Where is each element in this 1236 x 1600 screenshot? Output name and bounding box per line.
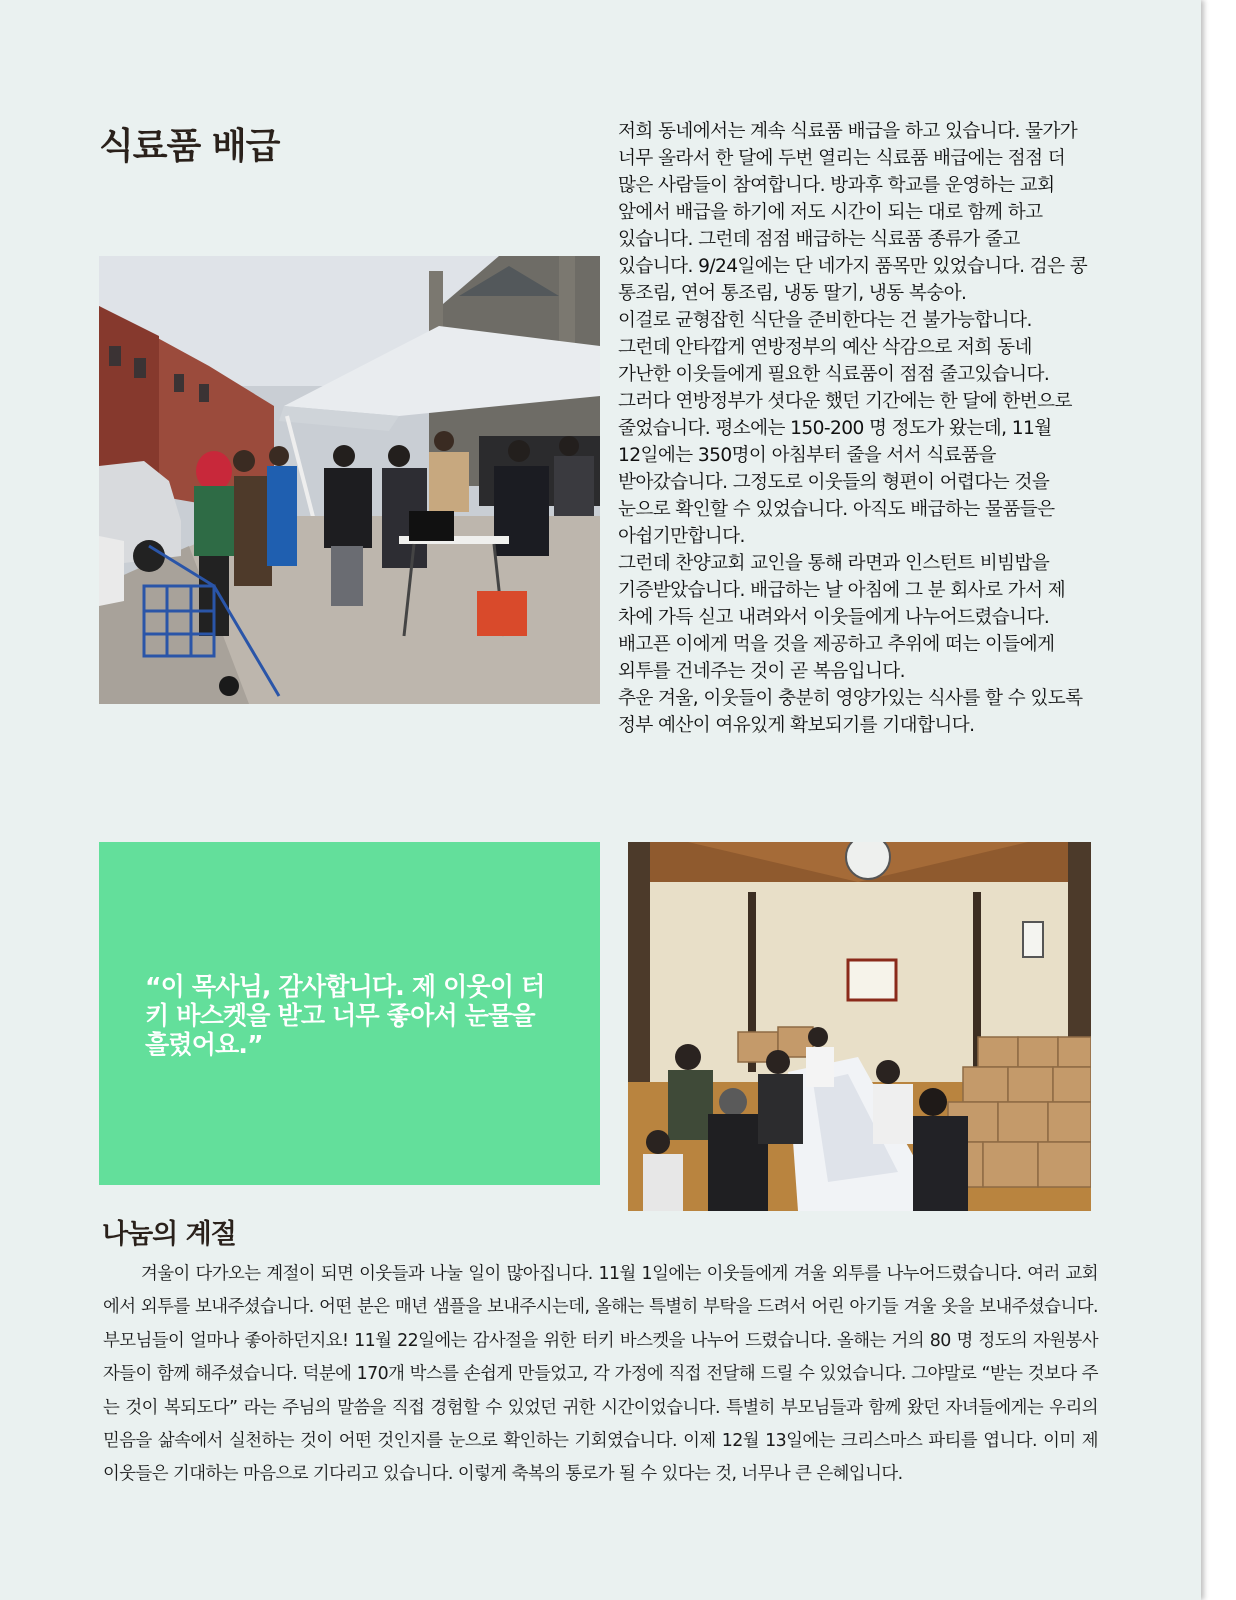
food-paragraph-2: 이걸로 균형잡힌 식단을 준비한다는 건 불가능합니다. 그런데 안타깝게 연방정부의 예산 삭감으로 저희 동네 가난한 이웃들에게 필요한 식료품이 점점 줄고있습니다. 그러다 연방정부가 셧다운 했던 기간에는 한 달에 한번으로 줄었습니다. 평소에는 150-200 명 정도가 왔는데, 11월 12일에는 350명이 아침부터 줄을 서서 식료품을 받아갔습니다. 그정도로 이웃들의 형편이 어렵다는 것을 눈으로 확인할 수 있었습니다. 아직도 배급하는 물품들은 아쉽기만합니다. [618,310,1072,547]
food-paragraph-4: 추운 겨울, 이웃들이 충분히 영양가있는 식사를 할 수 있도록 정부 예산이 여유있게 확보되기를 기대합니다. [618,688,1083,736]
food-distribution-photo [99,256,600,704]
food-distribution-body [618,118,1088,739]
season-of-sharing-body: 겨울이 다가오는 계절이 되면 이웃들과 나눌 일이 많아집니다. 11월 1일에는 이웃들에게 겨울 외투를 나누어드렸습니다. 여러 교회에서 외투를 보내주셨습니다. 어떤 분은 매년 샘플을 보내주시는데, 올해는 특별히 부탁을 드려서 어린 아기들 겨울 옷을 보내주셨습니다. 부모님들이 얼마나 좋아하던지요! 11월 22일에는 감사절을 위한 터키 바스켓을 나누어 드렸습니다. 올해는 거의 80 명 정도의 자원봉사자들이 함께 해주셨습니다. 덕분에 170개 박스를 손쉽게 만들었고, 각 가정에 직접 전달해 드릴 수 있었습니다. 그야말로 “받는 것보다 주는 것이 복되도다” 라는 주님의 말씀을 직접 경험할 수 있었던 귀한 시간이었습니다. 특별히 부모님들과 함께 왔던 자녀들에게는 우리의 믿음을 삶속에서 실천하는 것이 어떤 것인지를 눈으로 확인하는 기회였습니다. 이제 12월 13일에는 크리스마스 파티를 엽니다. 이미 제 이웃들은 기대하는 마음으로 기다리고 있습니다. 이렇게 축복의 통로가 될 수 있다는 것, 너무나 큰 은혜입니다. [103,1264,1098,1485]
pull-quote: “이 목사님, 감사합니다. 제 이웃이 터키 바스켓을 받고 너무 좋아서 눈물을 흘렸어요.” [145,972,545,1059]
season-of-sharing-title: 나눔의 계절 [102,1219,236,1250]
food-paragraph-3: 그런데 찬양교회 교인을 통해 라면과 인스턴트 비빔밥을 기증받았습니다. 배급하는 날 아침에 그 분 회사로 가서 제 차에 가득 싣고 내려와서 이웃들에게 나누어드렸습니다. 배고픈 이에게 먹을 것을 제공하고 추위에 떠는 이들에게 외투를 건네주는 것이 곧 복음입니다. [618,553,1066,682]
volunteers-packing-photo-art [628,842,1091,1211]
food-paragraph-1: 저희 동네에서는 계속 식료품 배급을 하고 있습니다. 물가가 너무 올라서 한 달에 두번 열리는 식료품 배급에는 점점 더 많은 사람들이 참여합니다. 방과후 학교를 운영하는 교회 앞에서 배급을 하기에 저도 시간이 되는 대로 함께 하고 있습니다. 그런데 점점 배급하는 식료품 종류가 줄고 있습니다. 9/24일에는 단 네가지 품목만 있었습니다. 검은 콩 통조림, 연어 통조림, 냉동 딸기, 냉동 복숭아. [618,121,1088,304]
volunteers-packing-photo [628,842,1091,1211]
food-distribution-title: 식료품 배급 [99,126,280,167]
quote-box [99,842,600,1185]
food-distribution-photo-art [99,256,600,704]
